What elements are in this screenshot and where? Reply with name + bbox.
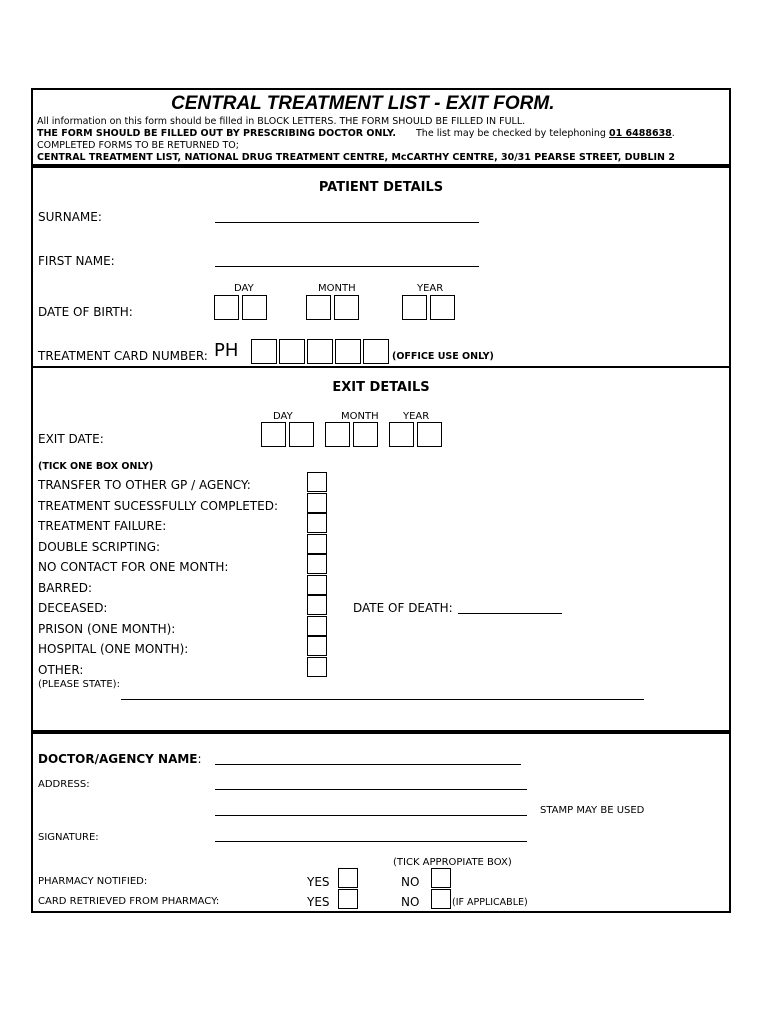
return-address: CENTRAL TREATMENT LIST, NATIONAL DRUG TREATMENT CENTRE, McCARTHY CENTRE, 30/31 PEARSE STREET, DUBLIN 2 bbox=[37, 152, 675, 163]
reason-hospital-checkbox[interactable] bbox=[307, 636, 327, 656]
reason-prison-checkbox[interactable] bbox=[307, 616, 327, 636]
reason-barred: BARRED: bbox=[38, 581, 92, 595]
reason-deceased-checkbox[interactable] bbox=[307, 595, 327, 615]
telephone-number: 01 6488638 bbox=[608, 128, 672, 139]
pharmacy-no-label: NO bbox=[401, 875, 420, 889]
reason-transfer-checkbox[interactable] bbox=[307, 472, 327, 492]
surname-label: SURNAME: bbox=[38, 210, 102, 224]
instructions-line-1: All information on this form should be filled in BLOCK LETTERS. THE FORM SHOULD BE FILLED IN FULL. bbox=[37, 116, 526, 127]
reason-completed: TREATMENT SUCESSFULLY COMPLETED: bbox=[38, 499, 278, 513]
tick-appropriate-note: (TICK APPROPIATE BOX) bbox=[393, 857, 512, 868]
please-state-label: (PLEASE STATE): bbox=[38, 679, 120, 690]
card-box-3[interactable] bbox=[307, 339, 333, 364]
doctor-name-label bbox=[38, 752, 202, 766]
first-name-label: FIRST NAME: bbox=[38, 254, 115, 268]
signature-label: SIGNATURE: bbox=[38, 832, 99, 843]
pharmacy-notified-label: PHARMACY NOTIFIED: bbox=[38, 876, 148, 887]
patient-details-section bbox=[31, 166, 731, 368]
header-section bbox=[31, 88, 731, 166]
reason-completed-checkbox[interactable] bbox=[307, 493, 327, 513]
card-prefix: PH bbox=[214, 340, 239, 361]
exit-month-box-2[interactable] bbox=[353, 422, 378, 447]
signature-field[interactable] bbox=[215, 841, 527, 842]
instructions-line-3: COMPLETED FORMS TO BE RETURNED TO; bbox=[37, 140, 239, 151]
exit-month-label: MONTH bbox=[341, 411, 379, 422]
instructions-line-2 bbox=[416, 128, 675, 139]
dob-year-label: YEAR bbox=[417, 283, 444, 294]
exit-month-box-1[interactable] bbox=[325, 422, 350, 447]
exit-day-label: DAY bbox=[273, 411, 293, 422]
date-of-death-label: DATE OF DEATH: bbox=[353, 601, 453, 615]
address-label: ADDRESS: bbox=[38, 779, 90, 790]
doctor-name-label-text: DOCTOR/AGENCY NAME bbox=[38, 752, 198, 766]
reason-hospital: HOSPITAL (ONE MONTH): bbox=[38, 642, 189, 656]
reason-barred-checkbox[interactable] bbox=[307, 575, 327, 595]
form-title: CENTRAL TREATMENT LIST - EXIT FORM. bbox=[171, 93, 555, 114]
doctor-agency-section bbox=[31, 732, 731, 913]
other-reason-field[interactable] bbox=[121, 699, 644, 700]
card-retrieved-yes-checkbox[interactable] bbox=[338, 889, 358, 909]
dob-year-box-2[interactable] bbox=[430, 295, 455, 320]
exit-year-label: YEAR bbox=[403, 411, 430, 422]
reason-double-scripting: DOUBLE SCRIPTING: bbox=[38, 540, 161, 554]
card-number-label: TREATMENT CARD NUMBER: bbox=[38, 349, 208, 363]
pharmacy-yes-checkbox[interactable] bbox=[338, 868, 358, 888]
exit-day-box-2[interactable] bbox=[289, 422, 314, 447]
card-retrieved-no-checkbox[interactable] bbox=[431, 889, 451, 909]
exit-details-heading: EXIT DETAILS bbox=[332, 380, 430, 395]
reason-failure: TREATMENT FAILURE: bbox=[38, 519, 167, 533]
card-retrieved-yes-label: YES bbox=[307, 895, 330, 909]
reason-other: OTHER: bbox=[38, 663, 84, 677]
card-box-1[interactable] bbox=[251, 339, 277, 364]
dob-day-box-1[interactable] bbox=[214, 295, 239, 320]
reason-other-checkbox[interactable] bbox=[307, 657, 327, 677]
reason-transfer: TRANSFER TO OTHER GP / AGENCY: bbox=[38, 478, 251, 492]
card-retrieved-no-label: NO bbox=[401, 895, 420, 909]
exit-details-section bbox=[31, 366, 731, 732]
card-box-4[interactable] bbox=[335, 339, 361, 364]
reason-prison: PRISON (ONE MONTH): bbox=[38, 622, 176, 636]
exit-date-label: EXIT DATE: bbox=[38, 432, 104, 446]
dob-month-box-1[interactable] bbox=[306, 295, 331, 320]
dob-month-box-2[interactable] bbox=[334, 295, 359, 320]
reason-no-contact-checkbox[interactable] bbox=[307, 554, 327, 574]
surname-field[interactable] bbox=[215, 222, 479, 223]
telephone-text: The list may be checked by telephoning bbox=[416, 128, 606, 139]
dob-label: DATE OF BIRTH: bbox=[38, 305, 133, 319]
dob-month-label: MONTH bbox=[318, 283, 356, 294]
reason-failure-checkbox[interactable] bbox=[307, 513, 327, 533]
dob-day-box-2[interactable] bbox=[242, 295, 267, 320]
first-name-field[interactable] bbox=[215, 266, 479, 267]
patient-details-heading: PATIENT DETAILS bbox=[318, 180, 444, 195]
dob-year-box-1[interactable] bbox=[402, 295, 427, 320]
exit-year-box-1[interactable] bbox=[389, 422, 414, 447]
dob-day-label: DAY bbox=[234, 283, 254, 294]
doctor-name-field[interactable] bbox=[215, 764, 521, 765]
reason-no-contact: NO CONTACT FOR ONE MONTH: bbox=[38, 560, 229, 574]
address-field-2[interactable] bbox=[215, 815, 527, 816]
exit-day-box-1[interactable] bbox=[261, 422, 286, 447]
card-retrieved-label: CARD RETRIEVED FROM PHARMACY: bbox=[38, 896, 220, 907]
stamp-note: STAMP MAY BE USED bbox=[540, 805, 645, 816]
card-box-2[interactable] bbox=[279, 339, 305, 364]
pharmacy-yes-label: YES bbox=[307, 875, 330, 889]
instructions-line-2-bold: THE FORM SHOULD BE FILLED OUT BY PRESCRIBING DOCTOR ONLY. bbox=[37, 128, 396, 139]
tick-one-note: (TICK ONE BOX ONLY) bbox=[38, 461, 154, 472]
reason-double-scripting-checkbox[interactable] bbox=[307, 534, 327, 554]
pharmacy-no-checkbox[interactable] bbox=[431, 868, 451, 888]
date-of-death-field[interactable] bbox=[458, 613, 562, 614]
card-box-5[interactable] bbox=[363, 339, 389, 364]
reason-deceased: DECEASED: bbox=[38, 601, 108, 615]
exit-year-box-2[interactable] bbox=[417, 422, 442, 447]
if-applicable-note: (IF APPLICABLE) bbox=[452, 897, 528, 908]
office-use-note: (OFFICE USE ONLY) bbox=[392, 351, 494, 362]
address-field-1[interactable] bbox=[215, 789, 527, 790]
telephone-period: . bbox=[671, 128, 675, 139]
doctor-name-colon: : bbox=[197, 752, 202, 766]
